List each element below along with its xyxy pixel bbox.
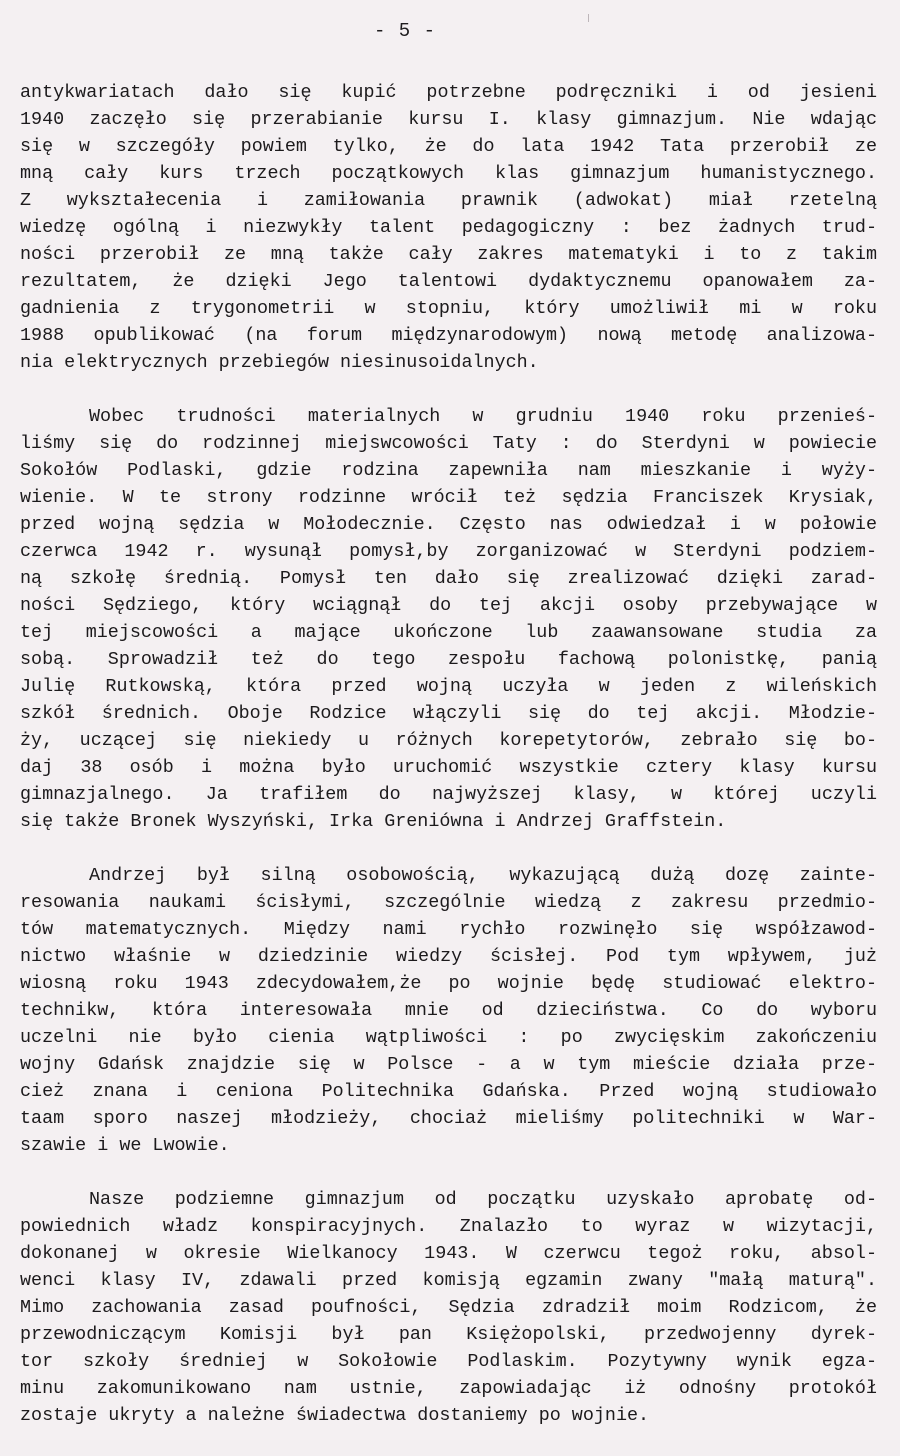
text-line: taam sporo naszej młodzieży, chociaż mieliśmy politechniki w War- [20, 1108, 877, 1129]
text-line: Mimo zachowania zasad poufności, Sędzia zdradził moim Rodzicom, że [20, 1297, 877, 1318]
text-line: antykwariatach dało się kupić potrzebne podręczniki i od jesieni [20, 82, 877, 103]
text-line: przed wojną sędzia w Mołodecznie. Często nas odwiedzał i w połowie [20, 514, 877, 535]
text-line: uczelni nie było cienia wątpliwości : po zwycięskim zakończeniu [20, 1027, 877, 1048]
text-line: zostaje ukryty a należne świadectwa dostaniemy po wojnie. [20, 1405, 650, 1426]
text-line: wojny Gdańsk znajdzie się w Polsce - a w tym mieście działa prze- [20, 1054, 877, 1075]
text-line: technikw, która interesowała mnie od dzieciństwa. Co do wyboru [20, 1000, 877, 1021]
text-line: resowania naukami ścisłymi, szczególnie wiedzą z zakresu przedmio- [20, 892, 877, 913]
text-line: Sokołów Podlaski, gdzie rodzina zapewniła nam mieszkanie i wyży- [20, 460, 877, 481]
text-line: dokonanej w okresie Wielkanocy 1943. W czerwcu tegoż roku, absol- [20, 1243, 877, 1264]
text-line: wienie. W te strony rodzinne wrócił też sędzia Franciszek Krysiak, [20, 487, 877, 508]
text-line: Julię Rutkowską, która przed wojną uczyła w jeden z wileńskich [20, 676, 877, 697]
text-line: Andrzej był silną osobowością, wykazującą dużą dozę zainte- [89, 865, 877, 886]
text-line: powiednich władz konspiracyjnych. Znalazło to wyraz w wizytacji, [20, 1216, 877, 1237]
paragraph-4 [20, 1186, 877, 1429]
text-line: sobą. Sprowadził też do tego zespołu fachową polonistkę, panią [20, 649, 877, 670]
text-line: nia elektrycznych przebiegów niesinusoidalnych. [20, 352, 539, 373]
text-line: minu zakomunikowano nam ustnie, zapowiadając iż odnośny protokół [20, 1378, 877, 1399]
text-line: cież znana i ceniona Politechnika Gdańska. Przed wojną studiowało [20, 1081, 877, 1102]
text-line: 1988 opublikować (na forum międzynarodowym) nową metodę analizowa- [20, 325, 877, 346]
text-line: ży, uczącej się niekiedy u różnych korepetytorów, zebrało się bo- [20, 730, 877, 751]
text-line: wenci klasy IV, zdawali przed komisją egzamin zwany "małą maturą". [20, 1270, 877, 1291]
text-line: się w szczegóły powiem tylko, że do lata 1942 Tata przerobił ze [20, 136, 877, 157]
text-line: wiosną roku 1943 zdecydowałem,że po wojnie będę studiować elektro- [20, 973, 877, 994]
text-line: Wobec trudności materialnych w grudniu 1940 roku przenieś- [89, 406, 877, 427]
text-line: ności przerobił ze mną także cały zakres matematyki i to z takim [20, 244, 877, 265]
text-line: 1940 zaczęło się przerabianie kursu I. klasy gimnazjum. Nie wdając [20, 109, 877, 130]
document-body [20, 79, 877, 1456]
text-line: ną szkołę średnią. Pomysł ten dało się zrealizować dzięki zarad- [20, 568, 877, 589]
text-line: szkół średnich. Oboje Rodzice włączyli się do tej akcji. Młodzie- [20, 703, 877, 724]
text-line: Nasze podziemne gimnazjum od początku uzyskało aprobatę od- [89, 1189, 877, 1210]
text-line: szawie i we Lwowie. [20, 1135, 230, 1156]
text-line: Z wykształecenia i zamiłowania prawnik (adwokat) miał rzetelną [20, 190, 877, 211]
text-line: ności Sędziego, który wciągnął do tej akcji osoby przebywające w [20, 595, 877, 616]
text-line: się także Bronek Wyszyński, Irka Greniówna i Andrzej Graffstein. [20, 811, 727, 832]
text-line: gimnazjalnego. Ja trafiłem do najwyższej klasy, w której uczyli [20, 784, 877, 805]
text-line: mną cały kurs trzech początkowych klas gimnazjum humanistycznego. [20, 163, 877, 184]
text-line: przewodniczącym Komisji był pan Księżopolski, przedwojenny dyrek- [20, 1324, 877, 1345]
paragraph-2 [20, 403, 877, 835]
paragraph-3 [20, 862, 877, 1159]
text-line: czerwca 1942 r. wysunął pomysł,by zorganizować w Sterdyni podziem- [20, 541, 877, 562]
text-line: rezultatem, że dzięki Jego talentowi dydaktycznemu opanowałem za- [20, 271, 877, 292]
text-line: gadnienia z trygonometrii w stopniu, który umożliwił mi w roku [20, 298, 877, 319]
text-line: liśmy się do rodzinnej miejswcowości Taty : do Sterdyni w powiecie [20, 433, 877, 454]
text-line: tej miejscowości a mające ukończone lub zaawansowane studia za [20, 622, 877, 643]
text-line: tów matematycznych. Między nami rychło rozwinęło się współzawod- [20, 919, 877, 940]
text-line: tor szkoły średniej w Sokołowie Podlaskim. Pozytywny wynik egza- [20, 1351, 877, 1372]
text-line: nictwo właśnie w dziedzinie wiedzy ścisłej. Pod tym wpływem, już [20, 946, 877, 967]
text-line: daj 38 osób i można było uruchomić wszystkie cztery klasy kursu [20, 757, 877, 778]
paragraph-1 [20, 79, 877, 376]
page-number: - 5 - [373, 20, 436, 42]
text-line: wiedzę ogólną i niezwykły talent pedagogiczny : bez żadnych trud- [20, 217, 877, 238]
